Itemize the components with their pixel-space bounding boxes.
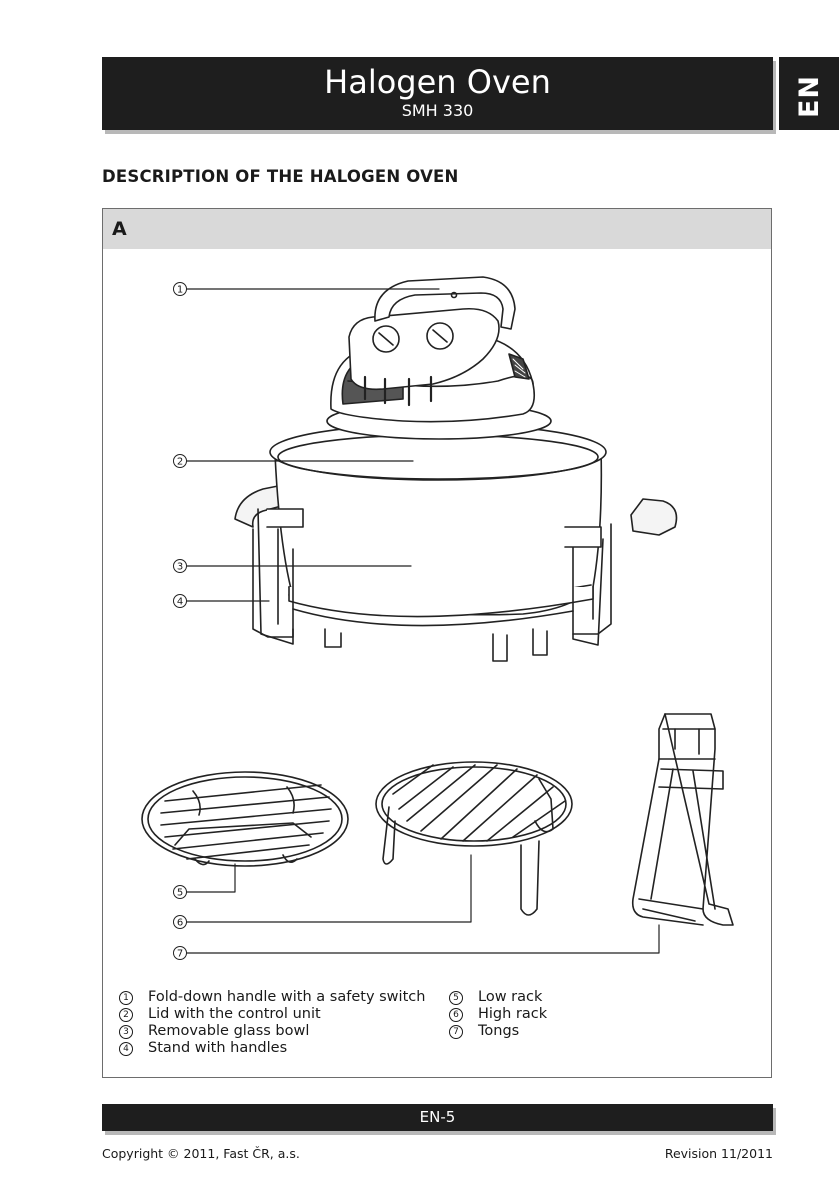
copyright-text: Copyright © 2011, Fast ČR, a.s. xyxy=(102,1146,300,1161)
callout-number: 6 xyxy=(176,917,184,929)
legend-text: Low rack xyxy=(478,989,543,1005)
model-number: SMH 330 xyxy=(401,101,474,120)
high-rack xyxy=(376,762,572,915)
legend-number: 7 xyxy=(449,1025,463,1039)
page-number: EN-5 xyxy=(419,1108,456,1126)
language-tab xyxy=(779,57,839,130)
legend-right xyxy=(449,989,547,1040)
low-rack xyxy=(142,772,348,866)
legend-number: 5 xyxy=(449,991,463,1005)
legend-item xyxy=(449,1006,547,1023)
callout-number: 4 xyxy=(176,596,184,608)
callout-number: 5 xyxy=(176,887,184,899)
legend-item xyxy=(119,1040,425,1057)
oven-illustration xyxy=(103,209,771,979)
figure-panel xyxy=(102,208,772,1078)
legend-item xyxy=(449,989,547,1006)
callout-number: 7 xyxy=(176,948,184,960)
foot xyxy=(325,629,341,647)
header-bar xyxy=(102,57,773,130)
leader-line xyxy=(187,864,235,892)
legend-number: 3 xyxy=(119,1025,133,1039)
page-title: Halogen Oven xyxy=(324,63,551,101)
foot xyxy=(533,629,547,655)
legend-number: 4 xyxy=(119,1042,133,1056)
legend-item xyxy=(119,1006,425,1023)
legend-number: 2 xyxy=(119,1008,133,1022)
legend-number: 1 xyxy=(119,991,133,1005)
footer-bar xyxy=(102,1104,773,1131)
callout-number: 3 xyxy=(176,561,184,573)
callout-number: 1 xyxy=(176,284,184,296)
panel-label: A xyxy=(112,218,127,240)
legend-text: Stand with handles xyxy=(148,1040,288,1056)
legend-left xyxy=(119,989,425,1057)
leader-line xyxy=(187,925,659,953)
legend-item xyxy=(119,989,425,1006)
legend-number: 6 xyxy=(449,1008,463,1022)
legend-text: Removable glass bowl xyxy=(148,1023,310,1039)
section-heading: DESCRIPTION OF THE HALOGEN OVEN xyxy=(102,167,459,186)
callout-number: 2 xyxy=(176,456,184,468)
legend-item xyxy=(449,1023,547,1040)
foot xyxy=(493,634,507,661)
legend-text: Lid with the control unit xyxy=(148,1006,321,1022)
language-code: EN xyxy=(794,74,825,119)
legend-text: Fold-down handle with a safety switch xyxy=(148,989,426,1005)
tongs xyxy=(633,714,733,925)
stand-handle-right xyxy=(631,499,677,535)
legend-item xyxy=(119,1023,425,1040)
legend-text: Tongs xyxy=(478,1023,520,1039)
legend-text: High rack xyxy=(478,1006,548,1022)
revision-text: Revision 11/2011 xyxy=(664,1146,773,1161)
